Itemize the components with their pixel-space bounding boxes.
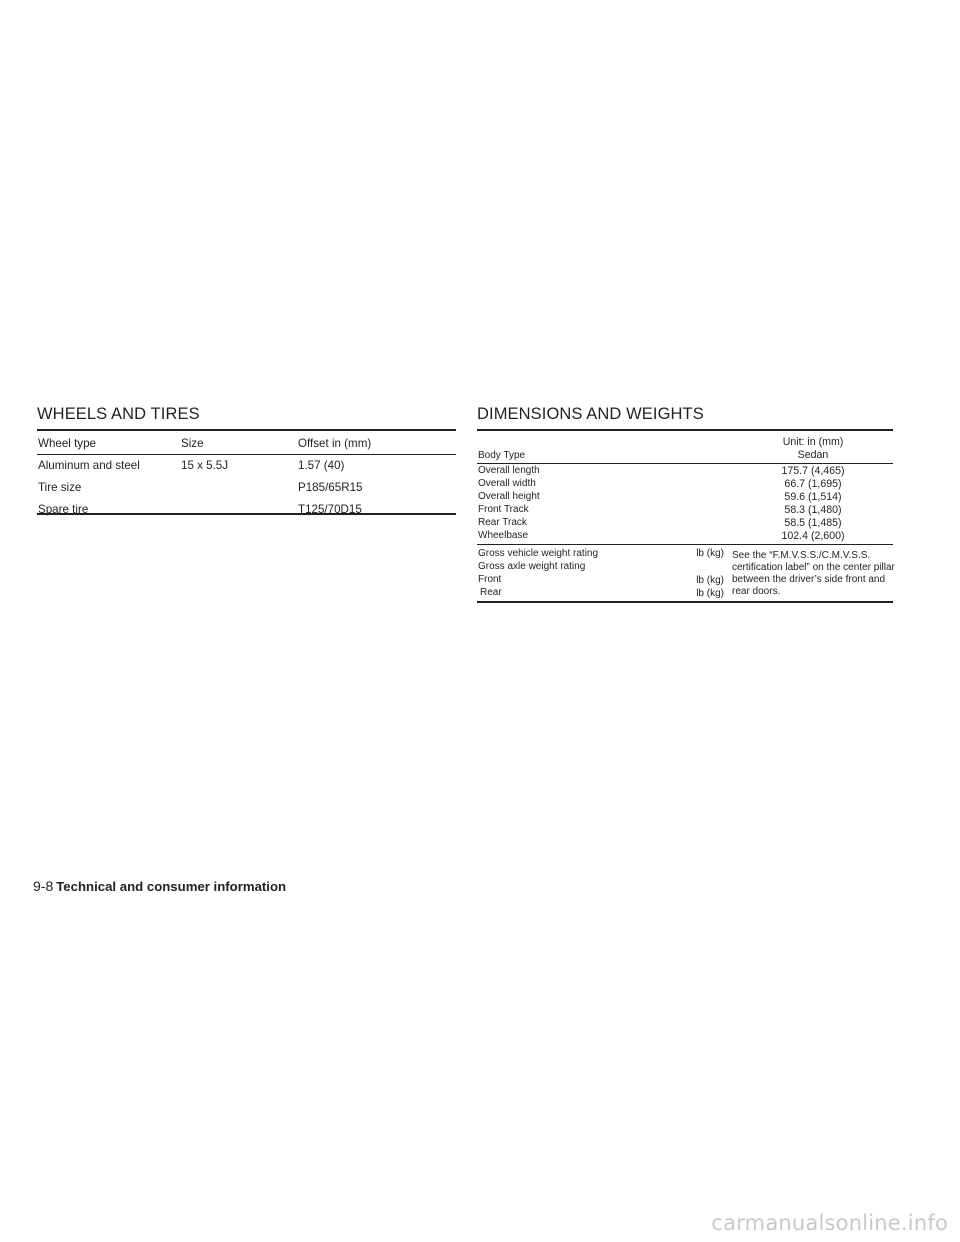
wheels-tires-bottom-rule bbox=[37, 513, 456, 515]
weight-label: Gross vehicle weight rating bbox=[478, 548, 599, 559]
dimension-value: 58.3 (1,480) bbox=[784, 504, 842, 516]
weight-unit: lb (kg) bbox=[696, 548, 724, 559]
dimension-label: Overall length bbox=[478, 465, 540, 476]
dimensions-weights-title: DIMENSIONS AND WEIGHTS bbox=[477, 405, 704, 423]
weight-label: Front bbox=[478, 574, 502, 585]
dimensions-bottom-rule bbox=[477, 601, 893, 603]
table-row bbox=[38, 459, 456, 475]
table-cell: Aluminum and steel bbox=[38, 459, 140, 472]
dimension-label: Wheelbase bbox=[478, 530, 529, 541]
dimension-label: Rear Track bbox=[478, 517, 527, 528]
watermark-text: carmanualsonline.info bbox=[711, 1211, 948, 1235]
dimensions-weights-divider bbox=[477, 544, 893, 545]
table-cell: 15 x 5.5J bbox=[181, 459, 229, 472]
dimension-label: Overall height bbox=[478, 491, 540, 502]
table-cell: Spare tire bbox=[38, 503, 89, 516]
weight-note: See the “F.M.V.S.S./C.M.V.S.S. certification label” on the center pillar between the driver’s side front and rear doors. bbox=[732, 550, 895, 597]
dimensions-header-rule bbox=[477, 463, 893, 464]
dimension-value: 59.6 (1,514) bbox=[784, 491, 842, 503]
dimensions-top-rule bbox=[477, 429, 893, 431]
weight-unit: lb (kg) bbox=[696, 575, 724, 586]
body-type-value: Sedan bbox=[797, 449, 829, 461]
table-row bbox=[38, 503, 456, 519]
table-cell: 1.57 (40) bbox=[298, 459, 345, 472]
column-header-offset: Offset in (mm) bbox=[298, 437, 372, 450]
dimension-label: Overall width bbox=[478, 478, 536, 489]
page-footer bbox=[33, 878, 286, 894]
dimension-value: 102.4 (2,600) bbox=[781, 530, 845, 542]
column-header-wheel-type: Wheel type bbox=[38, 437, 96, 450]
table-cell: T125/70D15 bbox=[298, 503, 362, 516]
table-cell: P185/65R15 bbox=[298, 481, 363, 494]
weight-label: Gross axle weight rating bbox=[478, 561, 586, 572]
wheels-tires-title: WHEELS AND TIRES bbox=[37, 405, 200, 423]
dimension-value: 58.5 (1,485) bbox=[784, 517, 842, 529]
unit-label: Unit: in (mm) bbox=[782, 436, 844, 448]
column-header-size: Size bbox=[181, 437, 204, 450]
table-row bbox=[38, 481, 456, 497]
body-type-label: Body Type bbox=[478, 450, 526, 461]
chapter-title: Technical and consumer information bbox=[56, 879, 287, 894]
wheels-tires-top-rule bbox=[37, 429, 456, 431]
dimension-value: 175.7 (4,465) bbox=[781, 465, 845, 477]
dimension-value: 66.7 (1,695) bbox=[784, 478, 842, 490]
dimension-label: Front Track bbox=[478, 504, 529, 515]
wheels-tires-header-row bbox=[38, 437, 456, 453]
table-cell: Tire size bbox=[38, 481, 82, 494]
weight-unit: lb (kg) bbox=[696, 588, 724, 599]
weight-label: Rear bbox=[480, 587, 502, 598]
page-number: 9-8 bbox=[33, 878, 54, 894]
wheels-tires-header-rule bbox=[37, 454, 456, 455]
